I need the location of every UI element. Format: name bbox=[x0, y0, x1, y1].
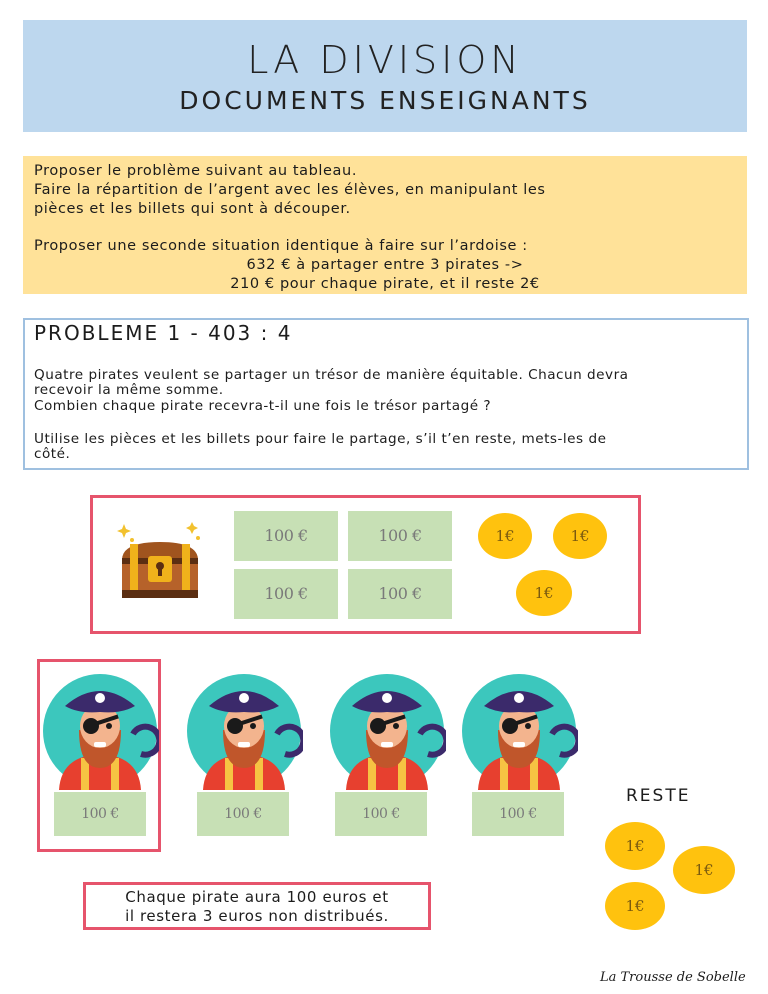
instruction-line: Proposer une seconde situation identique à faire sur l’ardoise : bbox=[34, 238, 528, 254]
problem-title: PROBLEME 1 - 403 : 4 bbox=[34, 321, 293, 345]
title-banner bbox=[23, 20, 747, 132]
coin-1-euro: 1€ bbox=[605, 882, 665, 930]
teacher-instructions bbox=[23, 156, 747, 294]
problem-text-line: Quatre pirates veulent se partager un trésor de manière équitable. Chacun devra bbox=[34, 367, 629, 383]
pirate-icon bbox=[185, 672, 303, 790]
answer-line: Chaque pirate aura 100 euros et bbox=[125, 888, 389, 906]
answer-box bbox=[83, 882, 431, 930]
bill-100: 100 € bbox=[348, 569, 452, 619]
instruction-line: Proposer le problème suivant au tableau. bbox=[34, 163, 358, 179]
coin-1-euro: 1€ bbox=[516, 570, 572, 616]
coin-1-euro: 1€ bbox=[478, 513, 532, 559]
instruction-line: pièces et les billets qui sont à découper. bbox=[34, 201, 351, 217]
pirate-share-bill: 100 € bbox=[472, 792, 564, 836]
page-subtitle: DOCUMENTS ENSEIGNANTS bbox=[179, 86, 591, 115]
bill-100: 100 € bbox=[234, 511, 338, 561]
bill-100: 100 € bbox=[348, 511, 452, 561]
page-title: LA DIVISION bbox=[247, 38, 523, 82]
pirate-share-bill: 100 € bbox=[335, 792, 427, 836]
problem-text-line: Combien chaque pirate recevra-t-il une fois le trésor partagé ? bbox=[34, 398, 492, 414]
pirate-share-bill: 100 € bbox=[197, 792, 289, 836]
instruction-line: Faire la répartition de l’argent avec les élèves, en manipulant les bbox=[34, 182, 546, 198]
problem-text-line: recevoir la même somme. bbox=[34, 382, 224, 398]
instruction-line: 210 € pour chaque pirate, et il reste 2€ bbox=[230, 276, 540, 292]
problem-box bbox=[23, 318, 749, 470]
pirate-icon bbox=[460, 672, 578, 790]
answer-line: il restera 3 euros non distribués. bbox=[125, 907, 389, 925]
bill-100: 100 € bbox=[234, 569, 338, 619]
pirate-share-bill: 100 € bbox=[54, 792, 146, 836]
remainder-label: RESTE bbox=[626, 786, 691, 806]
coin-1-euro: 1€ bbox=[673, 846, 735, 894]
coin-1-euro: 1€ bbox=[605, 822, 665, 870]
instruction-line: 632 € à partager entre 3 pirates -> bbox=[246, 257, 524, 273]
problem-text-line: Utilise les pièces et les billets pour faire le partage, s’il t’en reste, mets-les de bbox=[34, 431, 607, 447]
pirate-icon bbox=[328, 672, 446, 790]
treasure-chest-icon bbox=[110, 520, 210, 602]
problem-text-line: côté. bbox=[34, 446, 71, 462]
author-credit: La Trousse de Sobelle bbox=[600, 970, 746, 985]
pirate-icon bbox=[41, 672, 159, 790]
coin-1-euro: 1€ bbox=[553, 513, 607, 559]
